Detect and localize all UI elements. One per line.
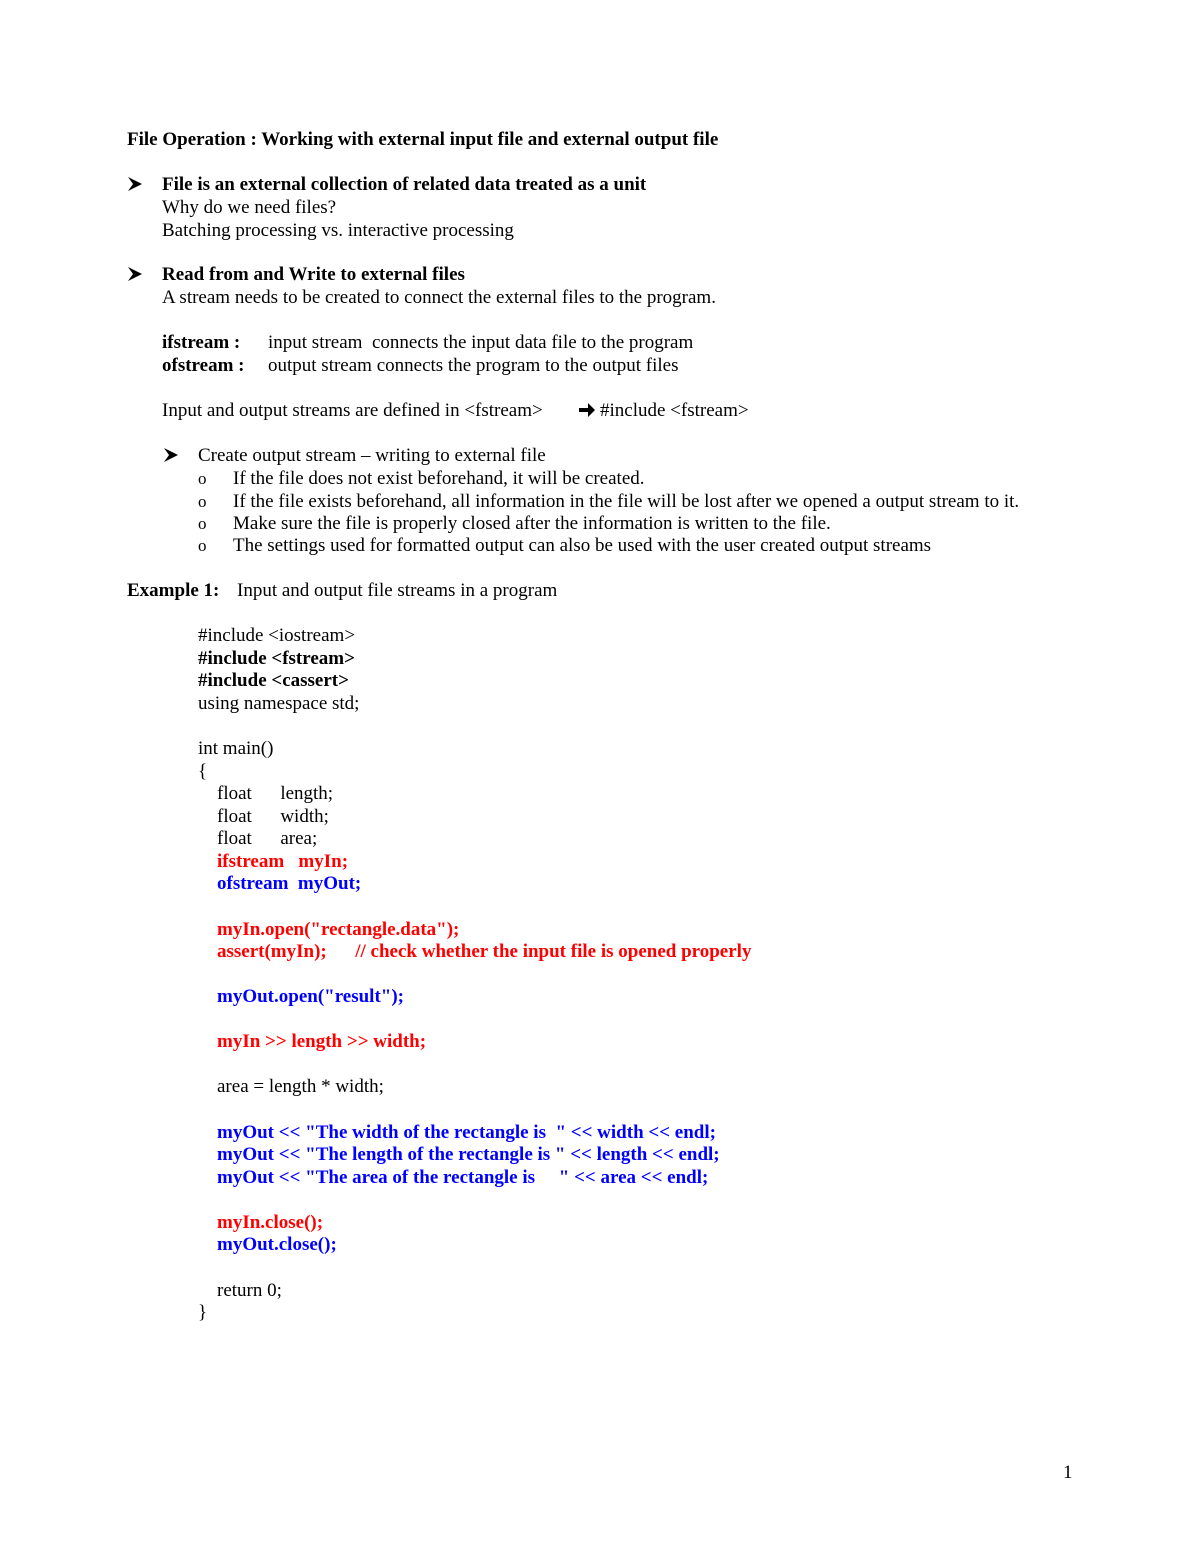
code-line: myIn.open("rectangle.data"); [217, 919, 460, 940]
list-item: Make sure the file is properly closed after the information is written to the file. [233, 513, 831, 534]
code-line: ifstream myIn; [217, 851, 349, 872]
code-line: #include <cassert> [198, 670, 349, 691]
subsection-heading: Create output stream – writing to external file [198, 445, 546, 466]
code-line: area = length * width; [217, 1076, 384, 1097]
code-line: using namespace std; [198, 693, 360, 714]
code-line: myOut.close(); [217, 1234, 337, 1255]
code-line: #include <iostream> [198, 625, 356, 646]
circle-bullet-icon: o [198, 469, 207, 488]
code-line: float length; [217, 783, 334, 804]
code-line: myIn >> length >> width; [217, 1031, 427, 1052]
code-line: myOut << "The length of the rectangle is " << length << endl; [217, 1144, 720, 1165]
code-line: } [198, 1302, 208, 1323]
include-note: Input and output streams are defined in <fstream> [162, 400, 543, 421]
code-line: myOut << "The area of the rectangle is " << area << endl; [217, 1167, 709, 1188]
circle-bullet-icon: o [198, 514, 207, 533]
right-arrow-icon [578, 402, 596, 418]
include-directive: #include <fstream> [600, 400, 749, 421]
example-caption: Input and output file streams in a program [237, 580, 558, 601]
code-line: assert(myIn); // check whether the input file is opened properly [217, 941, 752, 962]
section2-heading: Read from and Write to external files [162, 264, 465, 285]
code-line: int main() [198, 738, 274, 759]
page-title: File Operation : Working with external input file and external output file [127, 129, 719, 150]
section1-line: Batching processing vs. interactive processing [162, 220, 514, 241]
list-item: If the file does not exist beforehand, it will be created. [233, 468, 645, 489]
section2-intro: A stream needs to be created to connect the external files to the program. [162, 287, 716, 308]
section1-heading: File is an external collection of related data treated as a unit [162, 174, 647, 195]
def-term-ofstream: ofstream : [162, 355, 245, 376]
code-line: float area; [217, 828, 318, 849]
code-line: float width; [217, 806, 329, 827]
circle-bullet-icon: o [198, 536, 207, 555]
arrowhead-bullet-icon [126, 265, 144, 283]
code-line: myIn.close(); [217, 1212, 324, 1233]
code-line: ofstream myOut; [217, 873, 362, 894]
arrowhead-bullet-icon [162, 446, 180, 464]
def-desc-ofstream: output stream connects the program to the output files [268, 355, 679, 376]
circle-bullet-icon: o [198, 492, 207, 511]
example-label: Example 1: [127, 580, 220, 601]
section1-line: Why do we need files? [162, 197, 337, 218]
def-term-ifstream: ifstream : [162, 332, 241, 353]
code-line: myOut << "The width of the rectangle is " << width << endl; [217, 1122, 716, 1143]
arrowhead-bullet-icon [126, 175, 144, 193]
code-line: { [198, 761, 208, 782]
def-desc-ifstream: input stream connects the input data file to the program [268, 332, 694, 353]
code-line: return 0; [217, 1280, 282, 1301]
list-item: The settings used for formatted output can also be used with the user created output streams [233, 535, 932, 556]
code-line: myOut.open("result"); [217, 986, 404, 1007]
page-number: 1 [1063, 1462, 1073, 1483]
list-item: If the file exists beforehand, all information in the file will be lost after we opened a output stream to it. [233, 491, 1020, 512]
code-line: #include <fstream> [198, 648, 355, 669]
